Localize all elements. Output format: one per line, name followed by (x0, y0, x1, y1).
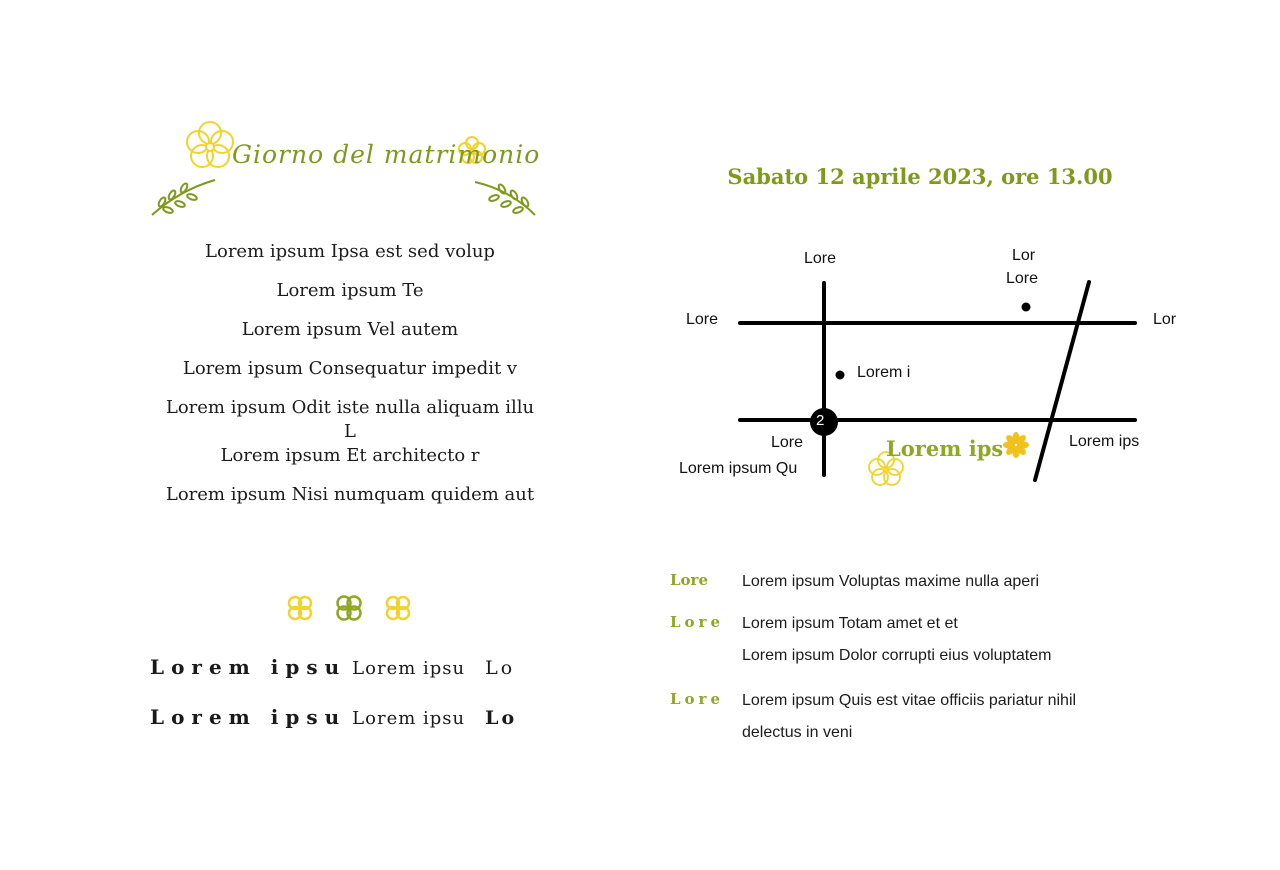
left-leaf-sprig-icon (152, 180, 215, 215)
name-tail: Lo (485, 707, 518, 729)
map-label: Lore (771, 434, 804, 451)
timeline-desc: Lorem ipsum Quis est vitae officiis pariatur nihil (742, 692, 1077, 709)
schedule-item: L (344, 421, 356, 442)
yellow-flower-icon (289, 597, 311, 619)
schedule-item: Lorem ipsum Vel autem (241, 319, 459, 340)
timeline-time: Lore (670, 613, 724, 631)
timeline-desc: Lorem ipsum Totam amet et et (742, 615, 958, 632)
map-label: Lor (1012, 247, 1036, 264)
name-big: Lorem ipsu (150, 705, 347, 729)
yellow-flower-icon (387, 597, 409, 619)
green-flower-icon (338, 597, 361, 620)
name-small: Lorem ipsu (352, 708, 466, 729)
timeline-time: Lore (670, 571, 708, 589)
timeline-time: Lore (670, 690, 724, 708)
name-small: Lorem ipsu (352, 658, 466, 679)
map-label: Lore (1006, 270, 1039, 287)
schedule-item: Lorem ipsum Ipsa est sed volup (205, 241, 495, 262)
map-accent-label: Lorem ips (886, 436, 1004, 461)
date-title: Sabato 12 aprile 2023, ore 13.00 (727, 164, 1113, 189)
map-label: Lorem ips (1069, 433, 1140, 450)
schedule-item: Lorem ipsum Te (276, 280, 424, 301)
map-label: Lor (1153, 311, 1177, 328)
star-flower-icon (1003, 432, 1029, 458)
map-label: Lore (804, 250, 837, 267)
schedule-list (140, 240, 560, 507)
name-tail: Lo (485, 657, 516, 679)
schedule-item: Lorem ipsum Et architecto r (220, 445, 480, 466)
map-dot (836, 371, 845, 380)
timeline-desc: delectus in veni (742, 724, 853, 741)
header-title: Giorno del matrimonio (232, 140, 541, 169)
schedule-item: Lorem ipsum Nisi numquam quidem aut (165, 484, 535, 505)
right-leaf-sprig-icon (475, 182, 535, 215)
map-dot (1022, 303, 1031, 312)
map-marker-number: 2 (816, 412, 825, 429)
timeline-desc: Lorem ipsum Dolor corrupti eius voluptatem (742, 647, 1052, 664)
schedule-item: Lorem ipsum Odit iste nulla aliquam illu (165, 397, 535, 418)
location-map (660, 240, 1200, 500)
name-row (150, 655, 530, 679)
timeline-desc: Lorem ipsum Voluptas maxime nulla aperi (742, 573, 1040, 590)
header-floral-decoration (140, 110, 550, 230)
yellow-flower-icon (187, 122, 233, 167)
map-label: Lore (686, 311, 719, 328)
map-label: Lorem ipsum Qu (679, 460, 798, 477)
flower-divider (282, 588, 422, 628)
schedule-item: Lorem ipsum Consequatur impedit v (182, 358, 518, 379)
name-row (150, 705, 530, 729)
name-big: Lorem ipsu (150, 655, 347, 679)
map-label: Lorem i (857, 364, 911, 381)
